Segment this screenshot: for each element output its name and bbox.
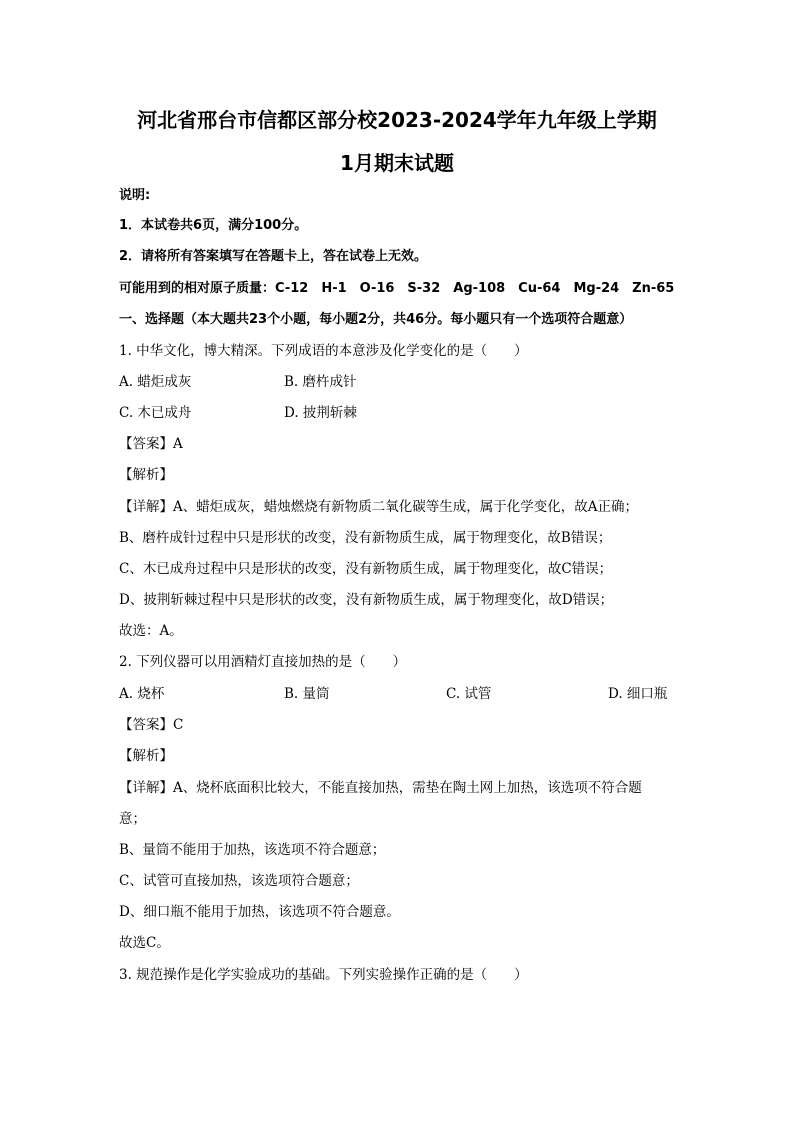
q2-analysis-label: 【解析】 xyxy=(119,748,173,764)
q2-option-b: B. 量筒 xyxy=(284,686,330,702)
q1-stem: 1. 中华文化，博大精深。下列成语的本意涉及化学变化的是（ ） xyxy=(119,343,528,359)
q1-option-a: A. 蜡炬成灰 xyxy=(119,374,192,390)
exam-title-line2: 1月期末试题 xyxy=(340,151,454,175)
q1-analysis-label: 【解析】 xyxy=(119,467,173,483)
q2-detail-3: C、试管可直接加热，该选项符合题意； xyxy=(119,873,359,889)
q2-detail-1-cont: 意； xyxy=(119,811,146,827)
q1-option-b: B. 磨杵成针 xyxy=(284,374,357,390)
q1-option-d: D. 披荆斩棘 xyxy=(284,405,357,421)
q2-conclusion: 故选C。 xyxy=(119,935,170,951)
q1-detail-1: 【详解】A、蜡炬成灰，蜡烛燃烧有新物质二氧化碳等生成，属于化学变化，故A正确； xyxy=(119,499,638,515)
q3-stem: 3. 规范操作是化学实验成功的基础。下列实验操作正确的是（ ） xyxy=(119,967,528,983)
exam-title-line1: 河北省邢台市信都区部分校2023-2024学年九年级上学期 xyxy=(137,108,657,132)
q2-option-c: C. 试管 xyxy=(446,686,492,702)
q2-stem: 2. 下列仪器可以用酒精灯直接加热的是（ ） xyxy=(119,654,407,670)
q2-detail-1: 【详解】A、烧杯底面积比较大，不能直接加热，需垫在陶土网上加热，该选项不符合题 xyxy=(119,780,642,796)
q2-answer: 【答案】C xyxy=(119,717,184,733)
note-label: 说明: xyxy=(119,188,151,203)
note-2: 2．请将所有答案填写在答题卡上，答在试卷上无效。 xyxy=(119,249,428,264)
q2-detail-2: B、量筒不能用于加热，该选项不符合题意； xyxy=(119,842,386,858)
q1-option-c: C. 木已成舟 xyxy=(119,405,192,421)
q1-detail-2: B、磨杵成针过程中只是形状的改变，没有新物质生成，属于物理变化，故B错误； xyxy=(119,530,612,546)
q1-detail-4: D、披荆斩棘过程中只是形状的改变，没有新物质生成，属于物理变化，故D错误； xyxy=(119,592,614,608)
q2-detail-4: D、细口瓶不能用于加热，该选项不符合题意。 xyxy=(119,904,400,920)
q2-option-d: D. 细口瓶 xyxy=(608,686,668,702)
q1-conclusion: 故选：A。 xyxy=(119,623,183,639)
q2-option-a: A. 烧杯 xyxy=(119,686,165,702)
q1-detail-3: C、木已成舟过程中只是形状的改变，没有新物质生成，属于物理变化，故C错误； xyxy=(119,561,613,577)
q1-answer: 【答案】A xyxy=(119,436,183,452)
note-1: 1．本试卷共6页，满分100分。 xyxy=(119,218,308,233)
section-1-heading: 一、选择题（本大题共23个小题，每小题2分，共46分。每小题只有一个选项符合题意） xyxy=(119,312,633,327)
atomic-mass-note: 可能用到的相对原子质量：C-12 H-1 O-16 S-32 Ag-108 Cu-64 Mg-24 Zn-65 xyxy=(119,281,675,296)
